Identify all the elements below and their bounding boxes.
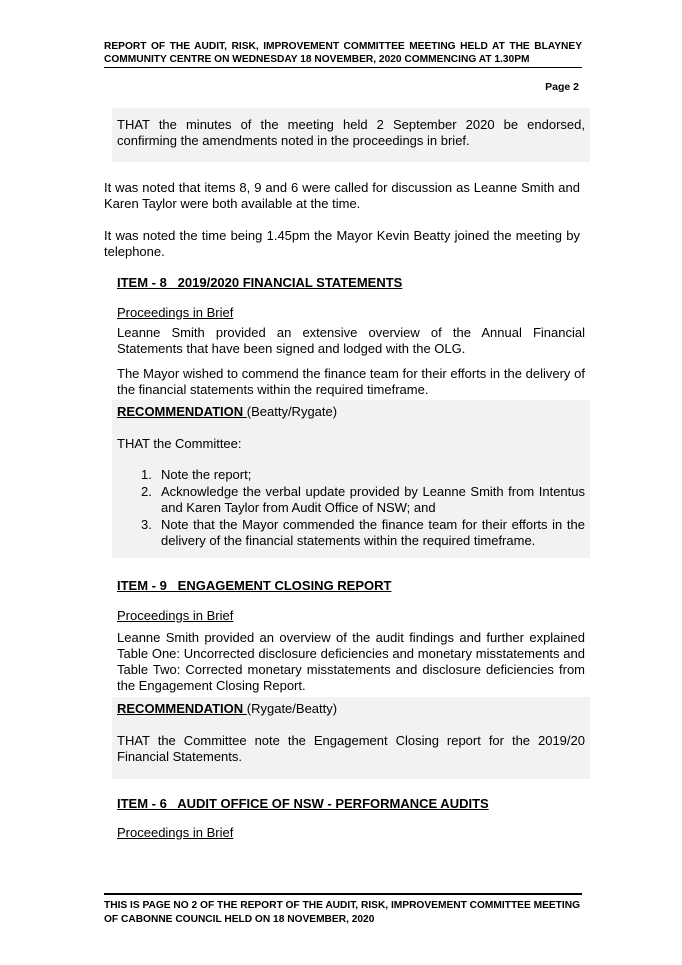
item-9-recommendation-line [117, 701, 337, 717]
item-9-heading: ITEM - 9 ENGAGEMENT CLOSING REPORT [117, 578, 392, 593]
item-9-recommendation-text: THAT the Committee note the Engagement Closing report for the 2019/20 Financial Statements. [117, 733, 585, 764]
list-text: Note the report; [161, 467, 252, 482]
item-8-recommendation-intro: THAT the Committee: [117, 436, 242, 451]
recommendation-label: RECOMMENDATION [117, 701, 247, 716]
page-footer: THIS IS PAGE NO 2 OF THE REPORT OF THE AUDIT, RISK, IMPROVEMENT COMMITTEE MEETING OF CABONNE COUNCIL HELD ON 18 NOVEMBER, 2020 [104, 893, 582, 927]
list-item [117, 517, 585, 549]
recommendation-label: RECOMMENDATION [117, 404, 247, 419]
item-8-recommendation-line [117, 404, 337, 420]
report-header: REPORT OF THE AUDIT, RISK, IMPROVEMENT COMMITTEE MEETING HELD AT THE BLAYNEY COMMUNITY CENTRE ON WEDNESDAY 18 NOVEMBER, 2020 COMMENCING AT 1.30PM [104, 41, 582, 68]
item-6-heading: ITEM - 6 AUDIT OFFICE OF NSW - PERFORMANCE AUDITS [117, 796, 489, 811]
list-text: Acknowledge the verbal update provided by Leanne Smith from Intentus and Karen Taylor from Audit Office of NSW; and [161, 484, 585, 515]
item-9-paragraph: Leanne Smith provided an overview of the audit findings and further explained Table One: Uncorrected disclosure deficiencies and monetary misstatements and Table Two: Corrected monetary misstatements and disclosure deficiencies from the Engagement Closing Report. [117, 630, 585, 693]
item-6-proceedings-label: Proceedings in Brief [117, 825, 234, 840]
item-8-proceedings-label: Proceedings in Brief [117, 305, 234, 320]
list-number: 2. [141, 484, 152, 499]
list-number: 3. [141, 517, 152, 532]
recommendation-movers: (Rygate/Beatty) [246, 701, 338, 716]
note-paragraph: It was noted the time being 1.45pm the Mayor Kevin Beatty joined the meeting by telephone. [104, 228, 580, 259]
minutes-resolution-text: THAT the minutes of the meeting held 2 September 2020 be endorsed, confirming the amendments noted in the proceedings in brief. [117, 117, 585, 148]
recommendation-movers: (Beatty/Rygate) [246, 404, 338, 419]
list-item [117, 484, 585, 516]
item-8-recommendation-list [117, 467, 585, 550]
list-text: Note that the Mayor commended the finance team for their efforts in the delivery of the financial statements within the required timeframe. [161, 517, 585, 548]
page-number: Page 2 [545, 81, 579, 93]
list-item [117, 467, 585, 483]
list-number: 1. [141, 467, 152, 482]
item-8-heading: ITEM - 8 2019/2020 FINANCIAL STATEMENTS [117, 275, 403, 290]
item-8-paragraph: The Mayor wished to commend the finance team for their efforts in the delivery of the financial statements within the required timeframe. [117, 366, 585, 397]
item-8-paragraph: Leanne Smith provided an extensive overview of the Annual Financial Statements that have been signed and lodged with the OLG. [117, 325, 585, 356]
item-9-proceedings-label: Proceedings in Brief [117, 608, 234, 623]
note-paragraph: It was noted that items 8, 9 and 6 were called for discussion as Leanne Smith and Karen Taylor were both available at the time. [104, 180, 580, 211]
